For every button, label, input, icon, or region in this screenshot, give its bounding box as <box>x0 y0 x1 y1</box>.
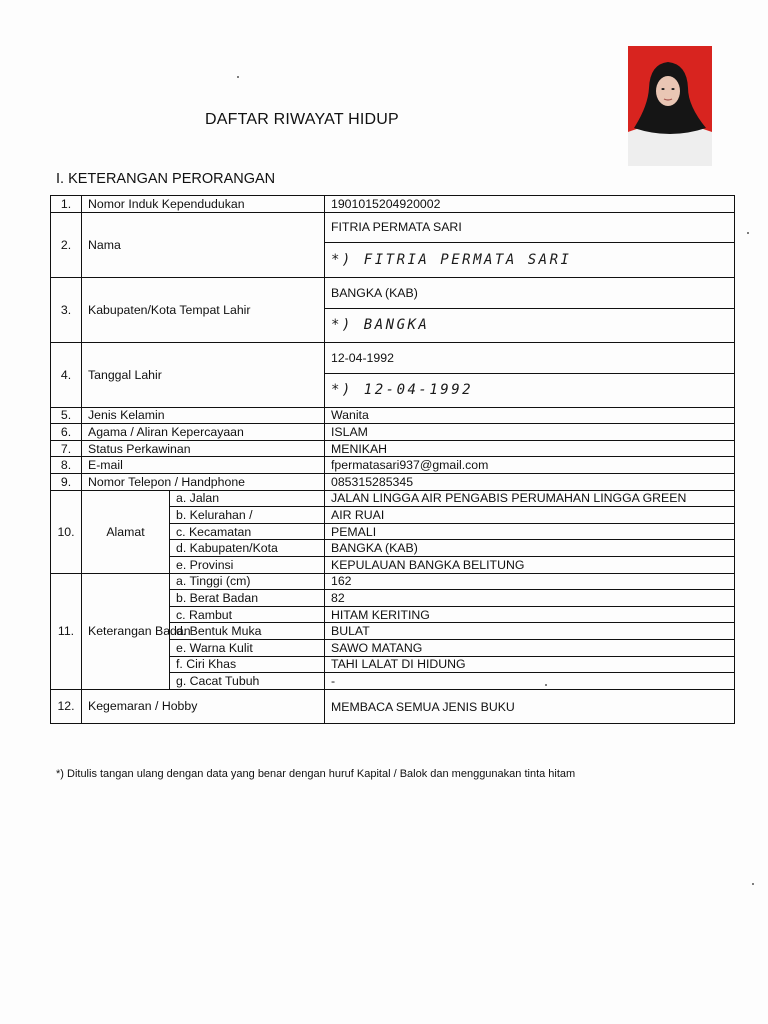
sub-field-label: b. Kelurahan / <box>170 507 325 524</box>
field-value: fpermatasari937@gmail.com <box>325 457 735 474</box>
row-number: 11. <box>51 573 82 689</box>
field-value: PEMALI <box>325 523 735 540</box>
table-row <box>51 424 735 441</box>
field-value: AIR RUAI <box>325 507 735 524</box>
field-value: BULAT <box>325 623 735 640</box>
profile-photo <box>628 46 712 166</box>
sub-field-label: d. Bentuk Muka <box>170 623 325 640</box>
row-number: 12. <box>51 689 82 723</box>
table-row <box>51 277 735 308</box>
field-value: BANGKA (KAB) <box>325 277 735 308</box>
document-title: DAFTAR RIWAYAT HIDUP <box>205 111 399 128</box>
field-label: Alamat <box>82 490 170 573</box>
footnote: *) Ditulis tangan ulang dengan data yang benar dengan huruf Kapital / Balok dan menggunakan tinta hitam <box>56 768 576 780</box>
field-value: FITRIA PERMATA SARI <box>325 212 735 242</box>
field-value: 1901015204920002 <box>325 196 735 213</box>
sub-field-label: g. Cacat Tubuh <box>170 673 325 690</box>
table-row <box>51 573 735 590</box>
field-value: SAWO MATANG <box>325 639 735 656</box>
field-value: KEPULAUAN BANGKA BELITUNG <box>325 556 735 573</box>
field-label: Agama / Aliran Kepercayaan <box>82 424 325 441</box>
field-value: ISLAM <box>325 424 735 441</box>
field-value: HITAM KERITING <box>325 606 735 623</box>
table-row <box>51 196 735 213</box>
field-value: - <box>325 673 735 690</box>
sub-field-label: c. Kecamatan <box>170 523 325 540</box>
field-label: E-mail <box>82 457 325 474</box>
field-label: Tanggal Lahir <box>82 342 325 407</box>
row-number: 1. <box>51 196 82 213</box>
sub-field-label: c. Rambut <box>170 606 325 623</box>
field-value: BANGKA (KAB) <box>325 540 735 557</box>
field-label: Kegemaran / Hobby <box>82 689 325 723</box>
personal-info-table <box>50 195 735 724</box>
table-row <box>51 342 735 373</box>
field-label: Nomor Induk Kependudukan <box>82 196 325 213</box>
table-row <box>51 457 735 474</box>
sub-field-label: b. Berat Badan <box>170 590 325 607</box>
sub-field-label: f. Ciri Khas <box>170 656 325 673</box>
field-value: 12-04-1992 <box>325 342 735 373</box>
table-row <box>51 407 735 424</box>
field-label: Jenis Kelamin <box>82 407 325 424</box>
scan-speck <box>545 684 547 686</box>
field-label: Nomor Telepon / Handphone <box>82 473 325 490</box>
table-row <box>51 490 735 507</box>
field-label: Keterangan Badan <box>82 573 170 689</box>
sub-field-label: a. Tinggi (cm) <box>170 573 325 590</box>
field-value: MENIKAH <box>325 440 735 457</box>
portrait-image <box>628 46 712 166</box>
row-number: 3. <box>51 277 82 342</box>
field-value: 085315285345 <box>325 473 735 490</box>
table-row <box>51 689 735 723</box>
row-number: 9. <box>51 473 82 490</box>
handwritten-value: *) 12-04-1992 <box>325 373 735 407</box>
field-value: JALAN LINGGA AIR PENGABIS PERUMAHAN LINGGA GREEN <box>325 490 735 507</box>
sub-field-label: d. Kabupaten/Kota <box>170 540 325 557</box>
table-row <box>51 212 735 242</box>
scan-speck <box>237 76 239 78</box>
section-title: I. KETERANGAN PERORANGAN <box>56 171 276 187</box>
field-value: 82 <box>325 590 735 607</box>
field-label: Kabupaten/Kota Tempat Lahir <box>82 277 325 342</box>
scan-speck <box>747 232 749 234</box>
field-value: Wanita <box>325 407 735 424</box>
field-label: Status Perkawinan <box>82 440 325 457</box>
scan-speck <box>752 883 754 885</box>
handwritten-value: *) FITRIA PERMATA SARI <box>325 242 735 277</box>
sub-field-label: e. Provinsi <box>170 556 325 573</box>
row-number: 6. <box>51 424 82 441</box>
row-number: 4. <box>51 342 82 407</box>
row-number: 8. <box>51 457 82 474</box>
row-number: 10. <box>51 490 82 573</box>
field-value: MEMBACA SEMUA JENIS BUKU <box>325 689 735 723</box>
row-number: 5. <box>51 407 82 424</box>
sub-field-label: a. Jalan <box>170 490 325 507</box>
row-number: 2. <box>51 212 82 277</box>
row-number: 7. <box>51 440 82 457</box>
handwritten-value: *) BANGKA <box>325 308 735 342</box>
field-value: 162 <box>325 573 735 590</box>
table-row <box>51 440 735 457</box>
table-row <box>51 473 735 490</box>
sub-field-label: e. Warna Kulit <box>170 639 325 656</box>
field-value: TAHI LALAT DI HIDUNG <box>325 656 735 673</box>
field-label: Nama <box>82 212 325 277</box>
